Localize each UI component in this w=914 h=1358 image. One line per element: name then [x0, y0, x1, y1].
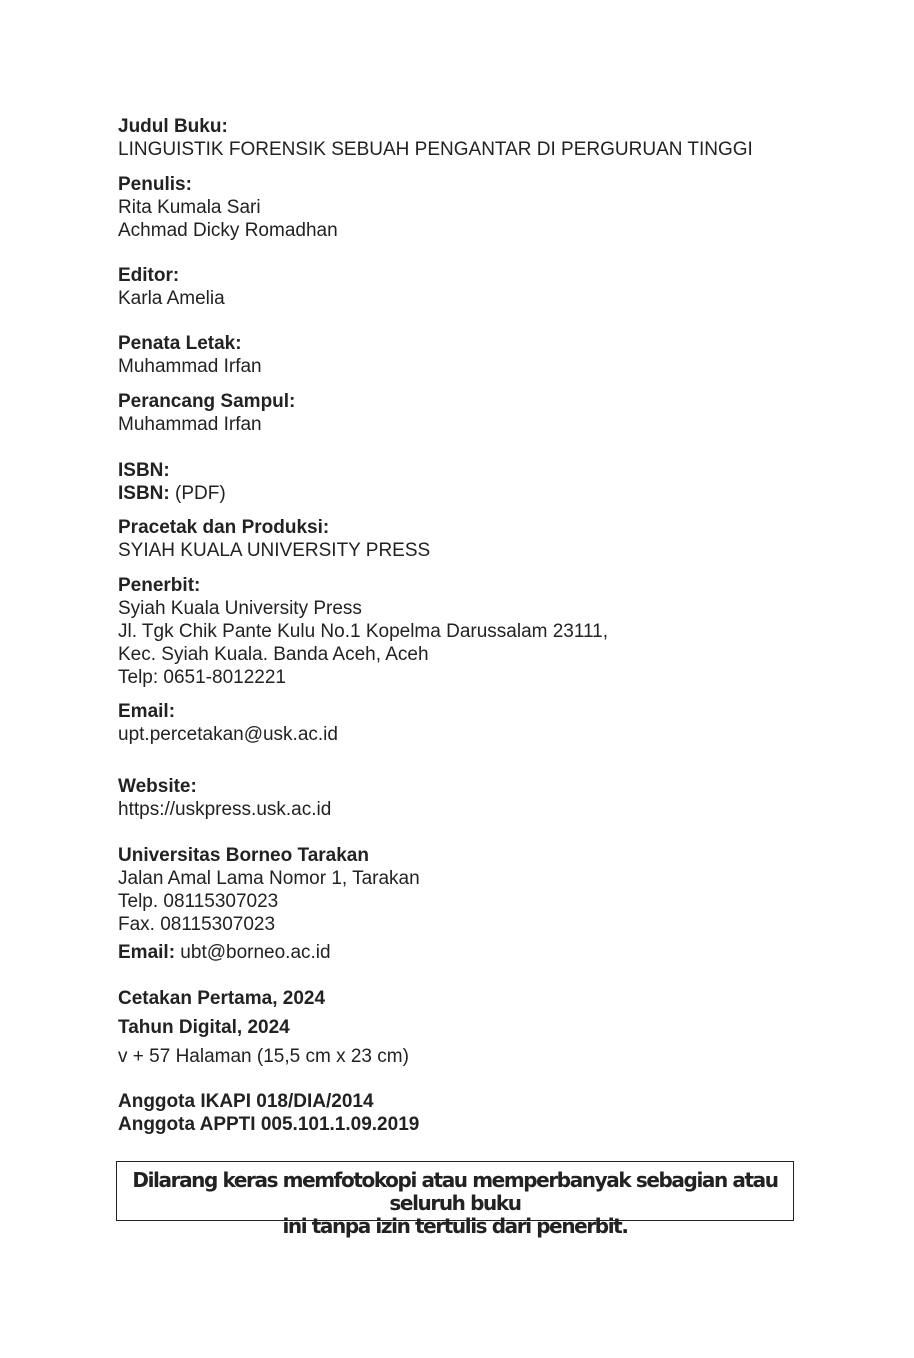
editor-section [118, 264, 818, 310]
ubt-section [118, 844, 818, 936]
website-value: https://uskpress.usk.ac.id [118, 799, 332, 820]
penerbit-line: Telp: 0651-8012221 [118, 667, 286, 688]
appti-member: Anggota APPTI 005.101.1.09.2019 [118, 1114, 420, 1135]
perancang-sampul-label: Perancang Sampul: [118, 391, 296, 412]
email-label: Email: [118, 701, 176, 722]
ikapi-member: Anggota IKAPI 018/DIA/2014 [118, 1091, 374, 1112]
ubt-email-value: ubt@borneo.ac.id [175, 942, 331, 963]
email-value: upt.percetakan@usk.ac.id [118, 724, 338, 745]
isbn-pdf-suffix: (PDF) [169, 483, 226, 504]
penulis-label: Penulis: [118, 174, 192, 195]
penulis-name: Rita Kumala Sari [118, 197, 261, 218]
judul-buku-value: LINGUISTIK FORENSIK SEBUAH PENGANTAR DI PERGURUAN TINGGI [118, 139, 753, 160]
website-label: Website: [118, 776, 197, 797]
pracetak-label: Pracetak dan Produksi: [118, 517, 330, 538]
penerbit-line: Jl. Tgk Chik Pante Kulu No.1 Kopelma Darussalam 23111, [118, 621, 609, 642]
penerbit-line: Kec. Syiah Kuala. Banda Aceh, Aceh [118, 644, 429, 665]
penulis-name: Achmad Dicky Romadhan [118, 220, 338, 241]
ubt-email-line [118, 941, 818, 964]
members-section [118, 1090, 818, 1136]
copyright-notice-box [116, 1161, 794, 1238]
ubt-line: Telp. 08115307023 [118, 891, 279, 912]
penata-letak-section [118, 332, 818, 378]
perancang-sampul-value: Muhammad Irfan [118, 414, 262, 435]
isbn-section [118, 459, 818, 505]
email-section [118, 700, 818, 746]
penata-letak-label: Penata Letak: [118, 333, 242, 354]
perancang-sampul-section [118, 390, 818, 436]
website-section [118, 775, 818, 821]
judul-buku-label: Judul Buku: [118, 116, 228, 137]
penata-letak-value: Muhammad Irfan [118, 356, 262, 377]
penerbit-section [118, 574, 818, 689]
ubt-name: Universitas Borneo Tarakan [118, 845, 369, 866]
pracetak-section [118, 516, 818, 562]
copyright-page [118, 0, 818, 1358]
isbn-pdf-line [118, 482, 818, 505]
isbn-pdf-label: ISBN: [118, 483, 170, 504]
ubt-line: Fax. 08115307023 [118, 914, 276, 935]
notice-line: ini tanpa izin tertulis dari penerbit. [282, 1214, 628, 1238]
editor-value: Karla Amelia [118, 288, 225, 309]
page-count: v + 57 Halaman (15,5 cm x 23 cm) [118, 1046, 409, 1067]
pracetak-value: SYIAH KUALA UNIVERSITY PRESS [118, 540, 431, 561]
judul-buku-section [118, 115, 818, 161]
ubt-email-label: Email: [118, 942, 176, 963]
penerbit-label: Penerbit: [118, 575, 201, 596]
cetakan-line [118, 987, 818, 1010]
editor-label: Editor: [118, 265, 180, 286]
penerbit-line: Syiah Kuala University Press [118, 598, 362, 619]
isbn-label: ISBN: [118, 460, 170, 481]
penulis-section [118, 173, 818, 242]
tahun-digital-line [118, 1016, 818, 1039]
tahun-digital: Tahun Digital, 2024 [118, 1017, 290, 1038]
pages-line [118, 1045, 818, 1068]
ubt-line: Jalan Amal Lama Nomor 1, Tarakan [118, 868, 420, 889]
cetakan-pertama: Cetakan Pertama, 2024 [118, 988, 326, 1009]
notice-line: Dilarang keras memfotokopi atau memperbanyak sebagian atau seluruh buku [132, 1168, 778, 1215]
